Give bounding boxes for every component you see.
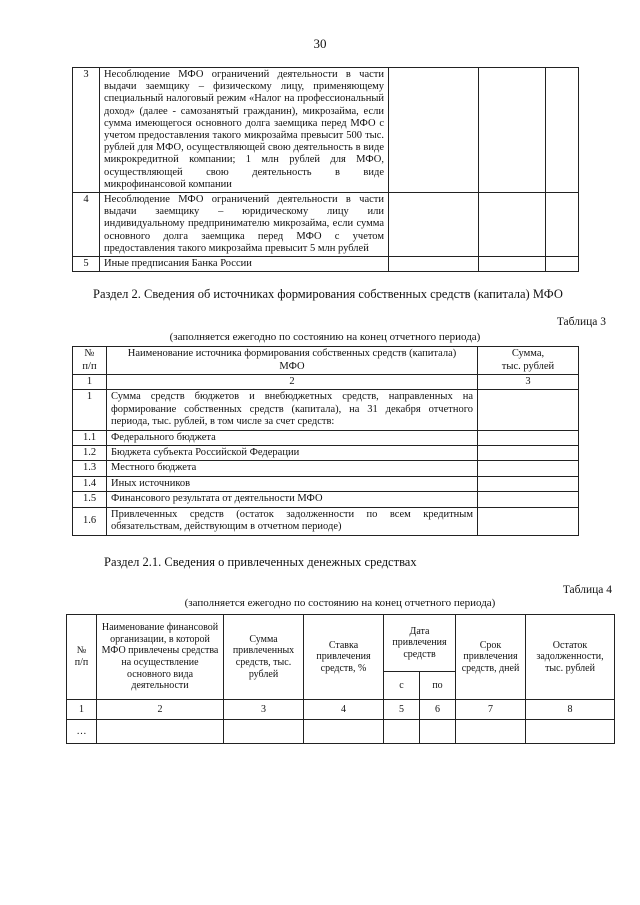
table-row [73, 476, 579, 491]
row-text: Несоблюдение МФО ограничений деятельности в части выдачи заемщику – физическому лицу, применяющему специальный налоговый режим «Налог на профессиональный доход» (далее - самозанятый гражданин), микрозайма, если сумма имеющегося основного долга заемщика перед МФО с учетом предоставления такого микрозайма превысит 500 тыс. рублей для МФО, осуществляющей свою деятельность в виде микрокредитной компании; 1 млн рублей для МФО, осуществляющей свою деятельность в виде микрофинансовой компании [100, 68, 389, 193]
header-sum: Сумма привлеченных средств, тыс. рублей [224, 615, 304, 700]
header-date: Дата привлечения средств [384, 615, 456, 672]
page-number: 30 [313, 36, 327, 51]
table-header-row [73, 347, 579, 375]
table-row [73, 193, 579, 257]
row-name: Федерального бюджета [107, 430, 478, 445]
row-number: 1.4 [73, 476, 107, 491]
header-num: № п/п [67, 615, 97, 700]
row-text: Несоблюдение МФО ограничений деятельности в части выдачи заемщику – юридическому лицу или индивидуальному предпринимателю микрозайма, если сумма основного долга заемщика перед МФО с учетом предоставления такого микрозайма превысит 5 млн рублей [100, 193, 389, 257]
table-row [67, 720, 615, 744]
row-name: Бюджета субъекта Российской Федерации [107, 446, 478, 461]
row-ellipsis: … [67, 720, 97, 744]
header-term: Срок привлечения средств, дней [456, 615, 526, 700]
row-number: 1.1 [73, 430, 107, 445]
table-3-note: (заполняется ежегодно по состоянию на конец отчетного периода) [169, 331, 481, 343]
prescriptions-table [72, 67, 579, 272]
header-sum: Сумма, тыс. рублей [478, 347, 579, 375]
own-funds-table [72, 346, 579, 536]
section-2-title: Раздел 2. Сведения об источниках формирования собственных средств (капитала) МФО [93, 287, 563, 301]
table-4-note: (заполняется ежегодно по состоянию на конец отчетного периода) [184, 597, 496, 609]
row-number: 5 [73, 257, 100, 272]
header-name: Наименование источника формирования собственных средств (капитала) МФО [107, 347, 478, 375]
row-number: 1.5 [73, 492, 107, 507]
header-org: Наименование финансовой организации, в которой МФО привлечены средства на осуществление основного вида деятельности [97, 615, 224, 700]
table-4-label: Таблица 4 [562, 584, 612, 596]
table-row [73, 461, 579, 476]
row-name: Привлеченных средств (остаток задолженности по всем кредитным обязательствам, действующим в отчетном периоде) [107, 507, 478, 535]
row-number: 3 [73, 68, 100, 193]
table-row [73, 68, 579, 193]
header-balance: Остаток задолженности, тыс. рублей [526, 615, 615, 700]
section-2-1-title: Раздел 2.1. Сведения о привлеченных денежных средствах [104, 555, 417, 569]
header-rate: Ставка привлечения средств, % [304, 615, 384, 700]
index-row: 1 2 3 4 5 6 7 8 [67, 700, 615, 720]
row-number: 1 [73, 390, 107, 430]
table-row [73, 507, 579, 535]
table-row [73, 492, 579, 507]
borrowed-funds-table [66, 614, 615, 744]
row-name: Сумма средств бюджетов и внебюджетных средств, направленных на формирование собственных средств (капитала), на 31 декабря отчетного периода, тыс. рублей, в том числе за счет средств: [107, 390, 478, 430]
table-row [73, 446, 579, 461]
row-text: Иные предписания Банка России [100, 257, 389, 272]
header-date-from: с [384, 672, 420, 700]
table-row [73, 390, 579, 430]
header-num: № п/п [73, 347, 107, 375]
table-header-row [67, 615, 615, 672]
row-name: Иных источников [107, 476, 478, 491]
row-number: 1.3 [73, 461, 107, 476]
table-row [73, 430, 579, 445]
row-number: 4 [73, 193, 100, 257]
index-row: 1 2 3 [73, 375, 579, 390]
table-3-label: Таблица 3 [556, 316, 606, 328]
row-name: Финансового результата от деятельности МФО [107, 492, 478, 507]
row-number: 1.2 [73, 446, 107, 461]
row-name: Местного бюджета [107, 461, 478, 476]
table-row [73, 257, 579, 272]
header-date-to: по [420, 672, 456, 700]
row-number: 1.6 [73, 507, 107, 535]
